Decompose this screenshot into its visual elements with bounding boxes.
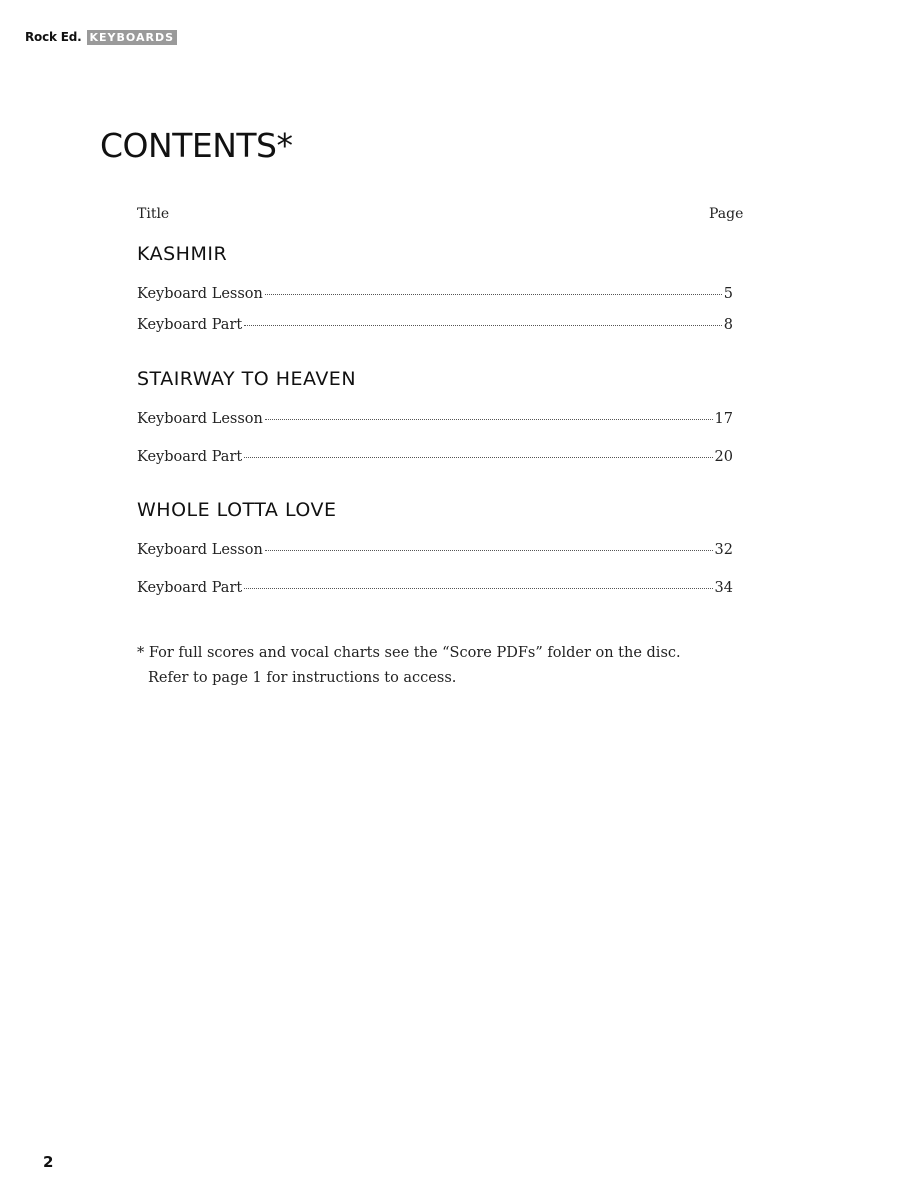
entry-label: Keyboard Lesson [137,286,263,302]
entry-label: Keyboard Part [137,317,243,333]
toc-entry[interactable] [137,317,733,333]
dot-leader [244,588,712,589]
entry-label: Keyboard Lesson [137,411,263,427]
entry-page-number: 34 [714,580,733,596]
entry-label: Keyboard Part [137,449,243,465]
footnote [137,641,757,691]
entry-page-number: 20 [714,449,733,465]
entry-page-number: 32 [714,542,733,558]
dot-leader [244,457,712,458]
toc-entry[interactable] [137,286,733,302]
dot-leader [265,419,713,420]
dot-leader [244,325,722,326]
running-header [25,29,177,45]
page-number: 2 [43,1153,54,1171]
page-title: CONTENTS* [100,126,293,165]
footnote-line: Refer to page 1 for instructions to access. [148,670,457,686]
song-title: STAIRWAY TO HEAVEN [137,368,357,390]
series-brand: Rock Ed. [25,30,82,44]
column-header-title: Title [137,206,170,222]
column-header-page: Page [709,206,744,222]
toc-entry[interactable] [137,542,733,558]
entry-page-number: 5 [723,286,733,302]
dot-leader [265,294,722,295]
toc-entry[interactable] [137,449,733,465]
section-tag: KEYBOARDS [87,30,177,45]
entry-page-number: 8 [723,317,733,333]
toc-entry[interactable] [137,411,733,427]
dot-leader [265,550,713,551]
song-title: KASHMIR [137,243,228,265]
entry-page-number: 17 [714,411,733,427]
toc-entry[interactable] [137,580,733,596]
entry-label: Keyboard Part [137,580,243,596]
entry-label: Keyboard Lesson [137,542,263,558]
song-title: WHOLE LOTTA LOVE [137,499,337,521]
footnote-line: * For full scores and vocal charts see the “Score PDFs” folder on the disc. [137,645,681,661]
